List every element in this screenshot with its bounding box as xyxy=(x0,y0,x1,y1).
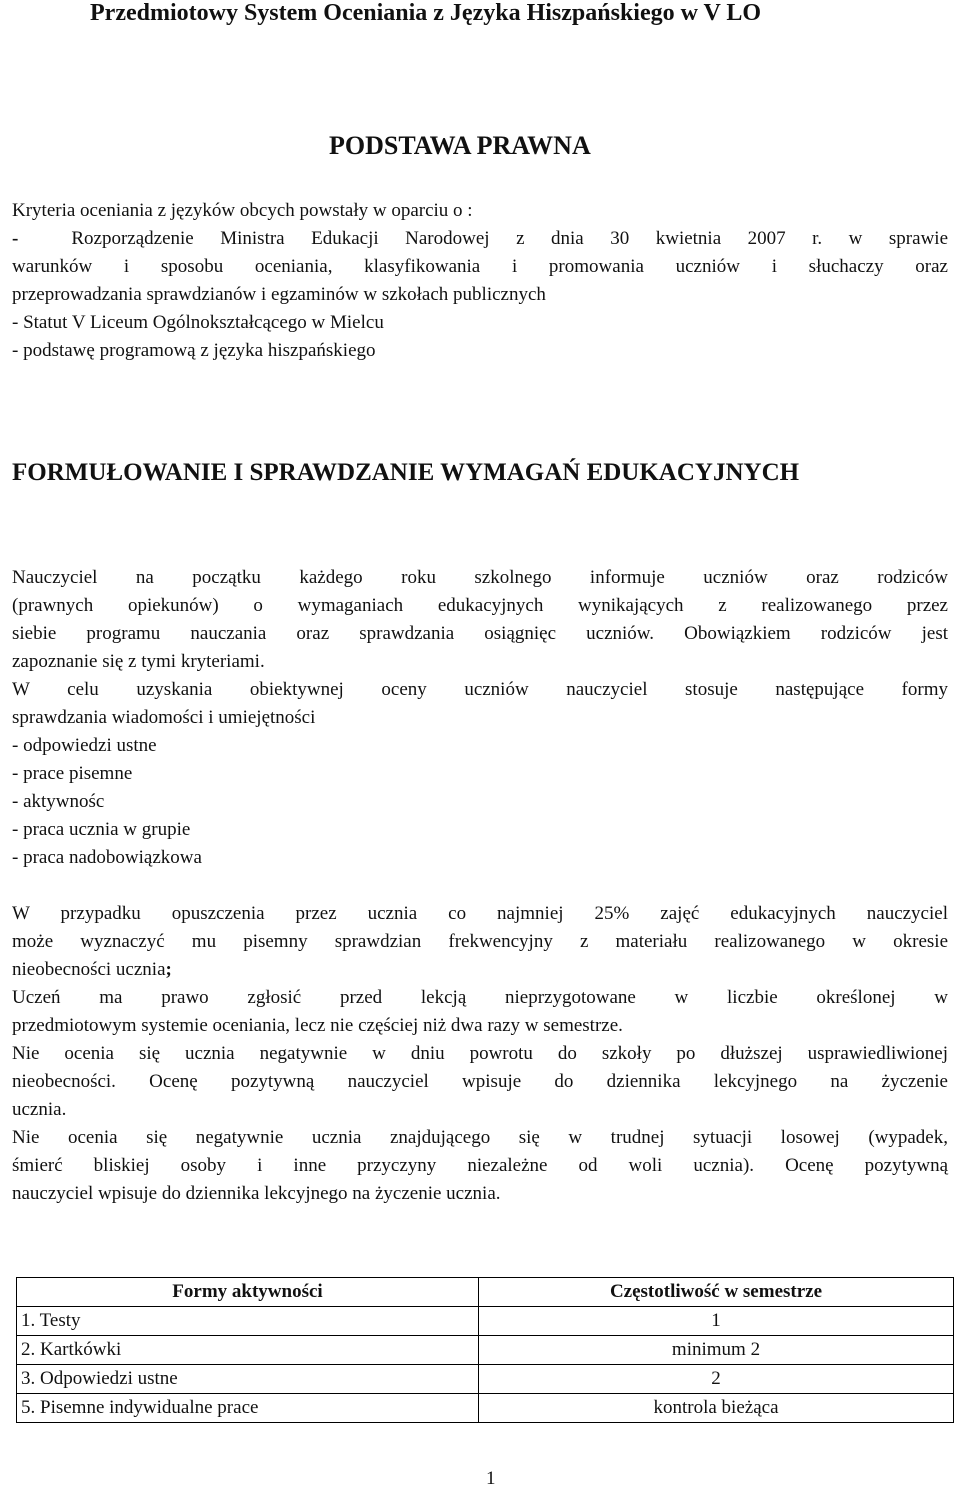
legal-basis-line-3: przeprowadzania sprawdzianów i egzaminów w szkołach publicznych xyxy=(12,284,546,305)
para5-line-1: Nie ocenia się ucznia negatywnie w dniu powrotu do szkoły po dłuższej usprawiedliwionej xyxy=(12,1043,948,1064)
legal-basis-line-2: warunków i sposobu oceniania, klasyfikowania i promowania uczniów i słuchaczy oraz xyxy=(12,256,948,277)
table-row xyxy=(17,1307,954,1336)
para1-line-3: siebie programu nauczania oraz sprawdzania osiągnięc uczniów. Obowiązkiem rodziców jest xyxy=(12,623,948,644)
para3-line-1: W przypadku opuszczenia przez ucznia co najmniej 25% zajęć edukacyjnych nauczyciel xyxy=(12,903,948,924)
para2-line-1: W celu uzyskania obiektywnej oceny uczniów nauczyciel stosuje następujące formy xyxy=(12,679,948,700)
list-item: - aktywnośc xyxy=(12,791,105,812)
para6-line-3: nauczyciel wpisuje do dziennika lekcyjnego na życzenie ucznia. xyxy=(12,1183,501,1204)
list-item: - praca ucznia w grupie xyxy=(12,819,191,840)
table-cell: 1. Testy xyxy=(17,1307,479,1336)
para5-line-2: nieobecności. Ocenę pozytywną nauczyciel wpisuje do dziennika lekcyjnego na życzenie xyxy=(12,1071,948,1092)
page-number: 1 xyxy=(486,1468,496,1489)
para2-line-2: sprawdzania wiadomości i umiejętności xyxy=(12,707,316,728)
bullet-dash: - xyxy=(12,228,72,249)
list-item: - odpowiedzi ustne xyxy=(12,735,157,756)
section-heading-requirements: FORMUŁOWANIE I SPRAWDZANIE WYMAGAŃ EDUKACYJNYCH xyxy=(12,459,800,486)
legal-basis-line-1: - Rozporządzenie Ministra Edukacji Narodowej z dnia 30 kwietnia 2007 r. w sprawie xyxy=(12,228,948,249)
table-row xyxy=(17,1365,954,1394)
legal-basis-intro: Kryteria oceniania z języków obcych powstały w oparciu o : xyxy=(12,200,473,221)
para1-line-4: zapoznanie się z tymi kryteriami. xyxy=(12,651,265,672)
table-cell: minimum 2 xyxy=(479,1336,954,1365)
para6-line-1: Nie ocenia się negatywnie ucznia znajdującego się w trudnej sytuacji losowej (wypadek, xyxy=(12,1127,948,1148)
activity-frequency-table xyxy=(16,1277,954,1423)
section-heading-legal-basis: PODSTAWA PRAWNA xyxy=(329,131,591,160)
table-cell: 2. Kartkówki xyxy=(17,1336,479,1365)
table-cell: 1 xyxy=(479,1307,954,1336)
semicolon: ; xyxy=(165,959,172,980)
list-item: - praca nadobowiązkowa xyxy=(12,847,202,868)
para1-line-1: Nauczyciel na początku każdego roku szkolnego informuje uczniów oraz rodziców xyxy=(12,567,948,588)
table-header-row xyxy=(17,1278,954,1307)
legal-basis-block xyxy=(12,197,948,365)
para3-line-2: może wyznaczyć mu pisemny sprawdzian frekwencyjny z materiału realizowanego w okresie xyxy=(12,931,948,952)
spacer xyxy=(12,872,948,900)
para3-line-3: nieobecności ucznia; xyxy=(12,959,172,980)
para5-line-3: ucznia. xyxy=(12,1099,67,1120)
table-cell: 3. Odpowiedzi ustne xyxy=(17,1365,479,1394)
table-cell: 5. Pisemne indywidualne prace xyxy=(17,1394,479,1423)
table-header-forms: Formy aktywności xyxy=(17,1278,479,1307)
para4-line-1: Uczeń ma prawo zgłosić przed lekcją nieprzygotowane w liczbie określonej w xyxy=(12,987,948,1008)
para6-line-2: śmierć bliskiej osoby i inne przyczyny niezależne od woli ucznia). Ocenę pozytywną xyxy=(12,1155,948,1176)
table-header-frequency: Częstotliwość w semestrze xyxy=(479,1278,954,1307)
table-cell: 2 xyxy=(479,1365,954,1394)
para4-line-2: przedmiotowym systemie oceniania, lecz nie częściej niż dwa razy w semestrze. xyxy=(12,1015,623,1036)
table-row xyxy=(17,1394,954,1423)
document-title: Przedmiotowy System Oceniania z Języka Hiszpańskiego w V LO xyxy=(90,0,762,26)
para1-line-2: (prawnych opiekunów) o wymaganiach edukacyjnych wynikających z realizowanego przez xyxy=(12,595,948,616)
table-cell: kontrola bieżąca xyxy=(479,1394,954,1423)
requirements-body xyxy=(12,564,948,1208)
legal-basis-line-5: - podstawę programową z języka hiszpańskiego xyxy=(12,340,376,361)
list-item: - prace pisemne xyxy=(12,763,133,784)
legal-basis-line-4: - Statut V Liceum Ogólnokształcącego w Mielcu xyxy=(12,312,384,333)
table-row xyxy=(17,1336,954,1365)
